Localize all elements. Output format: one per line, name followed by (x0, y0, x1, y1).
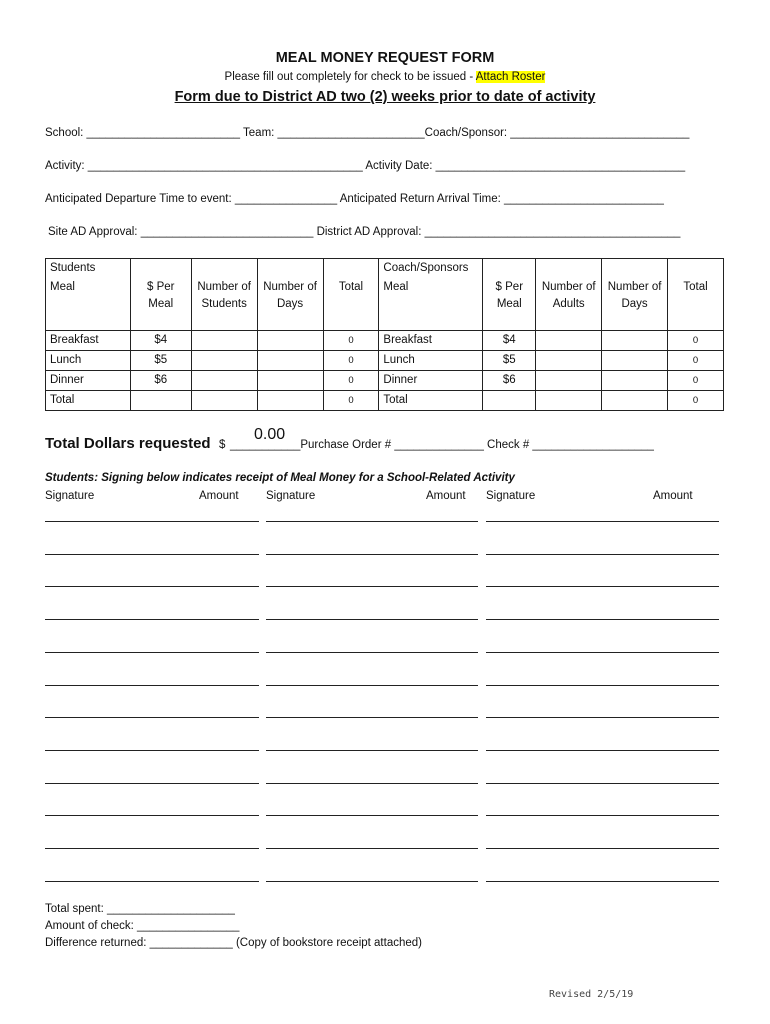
signature-line[interactable] (45, 783, 259, 784)
student-total-dinner: 0 (323, 370, 379, 390)
subtitle-text: Please fill out completely for check to be issued - (224, 71, 476, 83)
coach-meal-dinner: Dinner (379, 370, 483, 390)
signature-line[interactable] (266, 848, 478, 849)
signature-line[interactable] (45, 521, 259, 522)
student-meal-lunch: Lunch (46, 350, 131, 370)
signature-line[interactable] (266, 521, 478, 522)
signature-line[interactable] (45, 717, 259, 718)
student-header-count: Number of Students (191, 278, 257, 330)
coach-days-dinner[interactable] (602, 370, 668, 390)
amount-label-2: Amount (426, 490, 466, 502)
total-dollars-value[interactable]: 0.00 (254, 426, 286, 443)
student-price-total (130, 390, 191, 410)
coach-count-lunch[interactable] (536, 350, 602, 370)
student-count-breakfast[interactable] (191, 330, 257, 350)
difference-returned-field[interactable]: Difference returned: _____________ (Copy of bookstore receipt attached) (45, 937, 422, 949)
coach-meal-breakfast: Breakfast (379, 330, 483, 350)
revised-date: Revised 2/5/19 (549, 989, 634, 1000)
table-row (46, 330, 724, 350)
form-subtitle (0, 71, 770, 83)
student-days-total (257, 390, 323, 410)
signature-line[interactable] (266, 815, 478, 816)
table-row (46, 390, 724, 410)
coach-meal-total: Total (379, 390, 483, 410)
due-notice: Form due to District AD two (2) weeks prior to date of activity (174, 89, 596, 105)
coach-count-breakfast[interactable] (536, 330, 602, 350)
coach-price-dinner: $6 (483, 370, 536, 390)
student-header-meal: Meal (46, 278, 131, 330)
student-price-lunch: $5 (130, 350, 191, 370)
student-header-price: $ Per Meal (130, 278, 191, 330)
student-days-breakfast[interactable] (257, 330, 323, 350)
meal-table (45, 258, 724, 411)
signature-line[interactable] (266, 554, 478, 555)
student-header-total: Total (323, 278, 379, 330)
coach-price-total (483, 390, 536, 410)
student-price-breakfast: $4 (130, 330, 191, 350)
signature-line[interactable] (45, 586, 259, 587)
coach-price-breakfast: $4 (483, 330, 536, 350)
signature-line[interactable] (45, 815, 259, 816)
signature-line[interactable] (486, 848, 719, 849)
signature-line[interactable] (266, 783, 478, 784)
student-header-days: Number of Days (257, 278, 323, 330)
coach-header-price: $ Per Meal (483, 278, 536, 330)
signature-line[interactable] (266, 750, 478, 751)
signature-line[interactable] (45, 619, 259, 620)
student-price-dinner: $6 (130, 370, 191, 390)
total-dollars-label: Total Dollars requested (45, 435, 211, 452)
signature-line[interactable] (45, 750, 259, 751)
approval-field[interactable]: Site AD Approval: ___________________________ District AD Approval: ________________________________________ (48, 226, 681, 238)
coach-header-count: Number of Adults (536, 278, 602, 330)
student-days-lunch[interactable] (257, 350, 323, 370)
amount-label-1: Amount (199, 490, 239, 502)
coach-count-total (536, 390, 602, 410)
school-team-coach-field[interactable]: School: ________________________ Team: _______________________Coach/Sponsor: ____________________________ (45, 127, 690, 139)
coach-total-dinner: 0 (668, 370, 724, 390)
coach-header-meal: Meal (379, 278, 483, 330)
student-count-lunch[interactable] (191, 350, 257, 370)
signature-label-3: Signature (486, 490, 536, 502)
student-meal-dinner: Dinner (46, 370, 131, 390)
signature-line[interactable] (486, 783, 719, 784)
signature-line[interactable] (45, 685, 259, 686)
signature-line[interactable] (486, 685, 719, 686)
signature-line[interactable] (266, 652, 478, 653)
coach-price-lunch: $5 (483, 350, 536, 370)
signature-line[interactable] (486, 554, 719, 555)
signature-label-1: Signature (45, 490, 95, 502)
coach-days-lunch[interactable] (602, 350, 668, 370)
attach-roster-highlight: Attach Roster (475, 71, 546, 83)
table-row (46, 350, 724, 370)
signature-line[interactable] (486, 881, 719, 882)
student-grand-total: 0 (323, 390, 379, 410)
coach-meal-lunch: Lunch (379, 350, 483, 370)
signature-line[interactable] (266, 619, 478, 620)
coach-header-days: Number of Days (602, 278, 668, 330)
student-meal-breakfast: Breakfast (46, 330, 131, 350)
signature-section-heading: Students: Signing below indicates receipt of Meal Money for a School-Related Activity (45, 472, 515, 484)
activity-date-field[interactable]: Activity: ___________________________________________ Activity Date: _______________________________________ (45, 160, 686, 172)
signature-line[interactable] (266, 685, 478, 686)
signature-label-2: Signature (266, 490, 316, 502)
coach-count-dinner[interactable] (536, 370, 602, 390)
departure-return-field[interactable]: Anticipated Departure Time to event: ________________ Anticipated Return Arrival Time: _________________________ (45, 193, 664, 205)
amount-label-3: Amount (653, 490, 693, 502)
students-group-header: Students (46, 259, 131, 279)
coach-group-header: Coach/Sponsors (379, 259, 483, 279)
student-total-lunch: 0 (323, 350, 379, 370)
signature-line[interactable] (45, 848, 259, 849)
signature-line[interactable] (45, 881, 259, 882)
student-total-breakfast: 0 (323, 330, 379, 350)
coach-total-breakfast: 0 (668, 330, 724, 350)
form-title: MEAL MONEY REQUEST FORM (275, 50, 495, 66)
total-spent-field[interactable]: Total spent: ____________________ (45, 903, 235, 915)
signature-line[interactable] (45, 652, 259, 653)
signature-line[interactable] (486, 750, 719, 751)
signature-line[interactable] (486, 521, 719, 522)
purchase-order-check-field[interactable]: ___________Purchase Order # ______________ Check # ___________________ (230, 439, 654, 451)
dollar-sign: $ (219, 439, 226, 451)
amount-of-check-field[interactable]: Amount of check: ________________ (45, 920, 240, 932)
signature-line[interactable] (486, 619, 719, 620)
coach-days-total (602, 390, 668, 410)
signature-line[interactable] (486, 815, 719, 816)
coach-header-total: Total (668, 278, 724, 330)
signature-line[interactable] (266, 717, 478, 718)
student-count-dinner[interactable] (191, 370, 257, 390)
signature-line[interactable] (486, 652, 719, 653)
table-row (46, 370, 724, 390)
coach-days-breakfast[interactable] (602, 330, 668, 350)
signature-line[interactable] (486, 586, 719, 587)
student-days-dinner[interactable] (257, 370, 323, 390)
student-count-total (191, 390, 257, 410)
signature-line[interactable] (266, 586, 478, 587)
coach-grand-total: 0 (668, 390, 724, 410)
student-meal-total: Total (46, 390, 131, 410)
signature-line[interactable] (266, 881, 478, 882)
signature-line[interactable] (486, 717, 719, 718)
signature-line[interactable] (45, 554, 259, 555)
coach-total-lunch: 0 (668, 350, 724, 370)
